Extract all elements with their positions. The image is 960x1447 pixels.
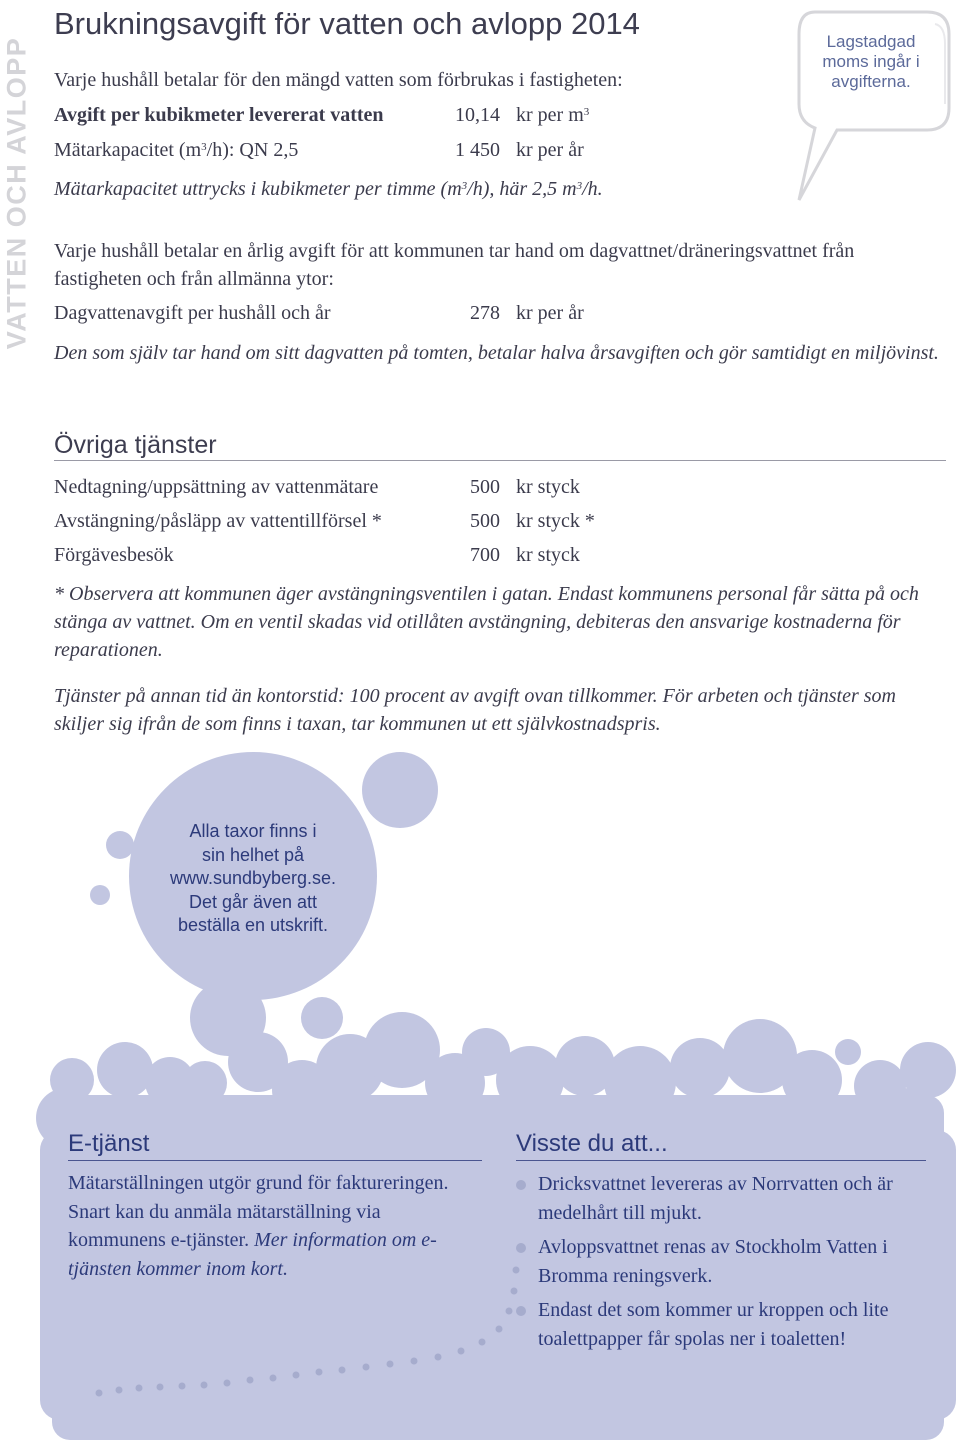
fee-unit-capacity: kr per år xyxy=(516,139,584,161)
fee-label-capacity-pre: Mätarkapacitet (m xyxy=(54,139,202,161)
storm-intro: Varje hushåll betalar en årlig avgift för att kommunen tar hand om dagvattnet/dräneringsvattnet från fastigheten och från allmänna ytor: xyxy=(54,240,855,290)
extra-fee-note: Tjänster på annan tid än kontorstid: 100 procent av avgift ovan tillkommer. För arbeten och tjänster som skiljer sig ifrån de som finns i taxan, tar kommunen ut ett självkostnadspris. xyxy=(54,685,896,735)
capacity-note-c: /h. xyxy=(582,178,603,200)
fee-label-volume: Avgift per kubikmeter levererat vatten xyxy=(54,104,384,126)
fee-label-capacity-sup: 3 xyxy=(201,141,207,153)
service-unit-meter: kr styck xyxy=(516,476,580,498)
circle-line-5: beställa en utskrift. xyxy=(177,915,329,935)
visste-list xyxy=(516,1170,916,1359)
etjanst-more-info: Mer information om e-tjänsten kommer inom kort. xyxy=(68,1229,437,1280)
visste-item-1: Dricksvattnet levereras av Norrvatten och är medelhårt till mjukt. xyxy=(538,1173,893,1224)
bullet-dot-icon xyxy=(516,1180,526,1190)
fee-unit-volume-text: kr per m xyxy=(516,104,584,126)
etjanst-heading: E-tjänst xyxy=(68,1130,482,1161)
visste-item-3: Endast det som kommer ur kroppen och lite toalettpapper får spolas ner i toaletten! xyxy=(538,1299,889,1350)
page-title: Brukningsavgift för vatten och avlopp 2014 xyxy=(54,6,640,41)
capacity-note-a: Mätarkapacitet uttrycks i kubikmeter per timme (m xyxy=(54,178,462,200)
side-label-text: VATTEN OCH AVLOPP xyxy=(1,36,32,350)
speech-line-2: moms ingår i xyxy=(822,52,920,71)
storm-fee-value: 278 xyxy=(470,302,500,324)
storm-fee-label: Dagvattenavgift per hushåll och år xyxy=(54,302,331,324)
capacity-note-sup2: 3 xyxy=(576,180,583,192)
service-value-meter: 500 xyxy=(470,476,500,498)
etjanst-text xyxy=(68,1169,480,1283)
service-label-meter: Nedtagning/uppsättning av vattenmätare xyxy=(54,476,379,498)
circle-line-4: Det går även att xyxy=(188,891,318,912)
etjanst-body: Mätarställningen utgör grund för faktureringen. Snart kan du anmäla mätarställning via kommunens e-tjänster. xyxy=(68,1172,449,1251)
capacity-note-b: /h), här 2,5 m xyxy=(467,178,577,200)
list-item xyxy=(516,1170,916,1227)
bullet-dot-icon xyxy=(516,1306,526,1316)
speech-line-1: Lagstadgad xyxy=(826,32,916,51)
side-label xyxy=(0,8,34,378)
capacity-note xyxy=(54,175,603,203)
service-value-shutoff: 500 xyxy=(470,510,500,532)
shutoff-note: * Observera att kommunen äger avstängningsventilen i gatan. Endast kommunens personal får sätta på och stänga av vattnet. Om en ventil skadas vid otillåten avstängning, debiteras den ansvarige kostnaderna för reparationen. xyxy=(54,583,919,661)
taxa-info-circle xyxy=(148,820,358,938)
list-item xyxy=(516,1296,916,1353)
service-label-visit: Förgävesbesök xyxy=(54,544,174,566)
circle-line-3: www.sundbyberg.se. xyxy=(169,868,337,888)
other-services-heading: Övriga tjänster xyxy=(54,430,946,461)
circle-line-2: sin helhet på xyxy=(201,844,305,865)
fee-unit-volume xyxy=(516,101,589,129)
speech-bubble xyxy=(785,4,955,204)
water-intro: Varje hushåll betalar för den mängd vatten som förbrukas i fastigheten: xyxy=(54,69,623,91)
service-unit-visit: kr styck xyxy=(516,544,580,566)
speech-line-3: avgifterna. xyxy=(831,72,911,91)
capacity-note-sup1: 3 xyxy=(461,180,468,192)
visste-heading: Visste du att... xyxy=(516,1130,926,1161)
fee-unit-volume-sup: 3 xyxy=(583,106,590,118)
list-item xyxy=(516,1233,916,1290)
service-unit-shutoff: kr styck * xyxy=(516,510,595,532)
circle-line-1: Alla taxor finns i xyxy=(189,821,317,841)
storm-fee-unit: kr per år xyxy=(516,302,584,324)
storm-note: Den som själv tar hand om sitt dagvatten på tomten, betalar halva årsavgiften och gör samtidigt en miljövinst. xyxy=(54,342,939,364)
fee-value-volume: 10,14 xyxy=(455,104,500,126)
visste-item-2: Avloppsvattnet renas av Stockholm Vatten i Bromma reningsverk. xyxy=(538,1236,888,1287)
fee-label-capacity-post: /h): QN 2,5 xyxy=(206,139,299,161)
fee-value-capacity: 1 450 xyxy=(455,139,500,161)
bullet-dot-icon xyxy=(516,1243,526,1253)
fee-label-capacity xyxy=(54,136,298,164)
service-label-shutoff: Avstängning/påsläpp av vattentillförsel * xyxy=(54,510,382,532)
service-value-visit: 700 xyxy=(470,544,500,566)
speech-bubble-text xyxy=(801,32,941,92)
